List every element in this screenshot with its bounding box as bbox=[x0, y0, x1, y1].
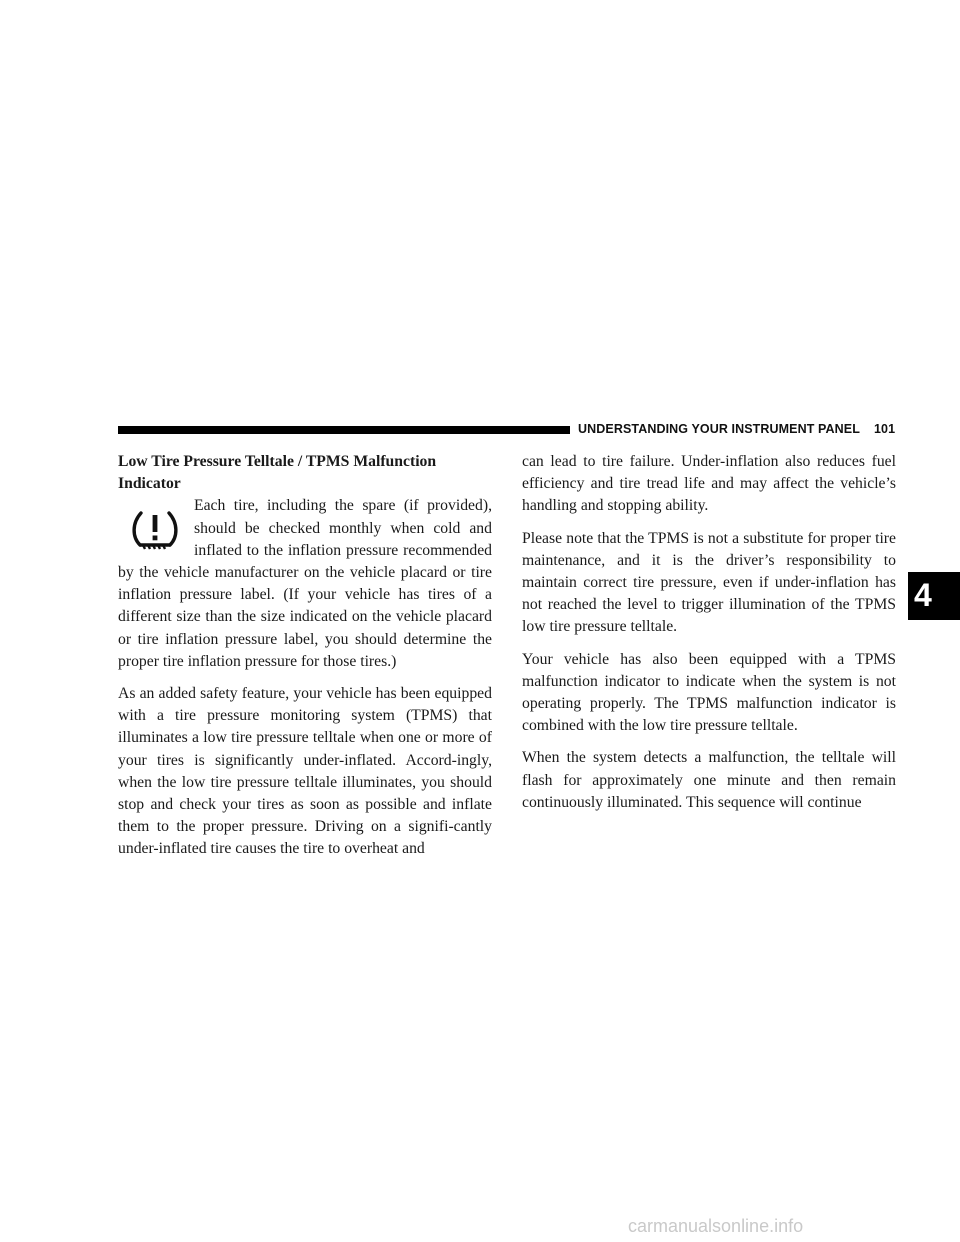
chapter-tab bbox=[908, 572, 960, 620]
header-rule bbox=[118, 426, 570, 434]
paragraph: Your vehicle has also been equipped with a TPMS malfunction indicator to indicate when the system is not operating properly. The TPMS malfunction indicator is combined with the low tire pressure telltale. bbox=[522, 650, 896, 735]
section-heading: Low Tire Pressure Telltale / TPMS Malfunction Indicator bbox=[118, 453, 437, 493]
chapter-number: 4 bbox=[914, 577, 932, 613]
site-watermark: carmanualsonline.info bbox=[628, 1216, 804, 1236]
paragraph: can lead to tire failure. Under-inflation also reduces fuel efficiency and tire tread life and may affect the vehicle’s handling and stopping ability. bbox=[522, 453, 896, 515]
running-header bbox=[578, 422, 895, 436]
left-column bbox=[118, 451, 492, 871]
paragraph: As an added safety feature, your vehicle has been equipped with a tire pressure monitoring system (TPMS) that illuminates a low tire pressure telltale when one or more of your tires is significantly under-inflated. Accord-ingly, when the low tire pressure telltale illuminates, you should stop and check your tires as soon as possible and inflate them to the proper pressure. Driving on a signifi-cantly under-inflated tire causes the tire to overheat and bbox=[118, 685, 492, 858]
right-column bbox=[522, 451, 896, 824]
section-title: UNDERSTANDING YOUR INSTRUMENT PANEL bbox=[578, 422, 860, 436]
low-tire-pressure-warning-icon bbox=[128, 508, 182, 552]
paragraph: When the system detects a malfunction, the telltale will flash for approximately one minute and then remain continuously illuminated. This sequence will continue bbox=[522, 749, 896, 811]
paragraph: Each tire, including the spare (if provided), should be checked monthly when cold and inflated to the inflation pressure recommended by the vehicle manufacturer on the vehicle placard or tire inflation pressure label. (If your vehicle has tires of a different size than the size indicated on the vehicle placard or tire inflation pressure label, you should determine the proper tire inflation pressure for those tires.) bbox=[118, 497, 492, 670]
paragraph: Please note that the TPMS is not a substitute for proper tire maintenance, and it is the driver’s responsibility to maintain correct tire pressure, even if under-inflation has not reached the level to trigger illumination of the TPMS low tire pressure telltale. bbox=[522, 529, 896, 636]
page-number: 101 bbox=[873, 422, 896, 436]
